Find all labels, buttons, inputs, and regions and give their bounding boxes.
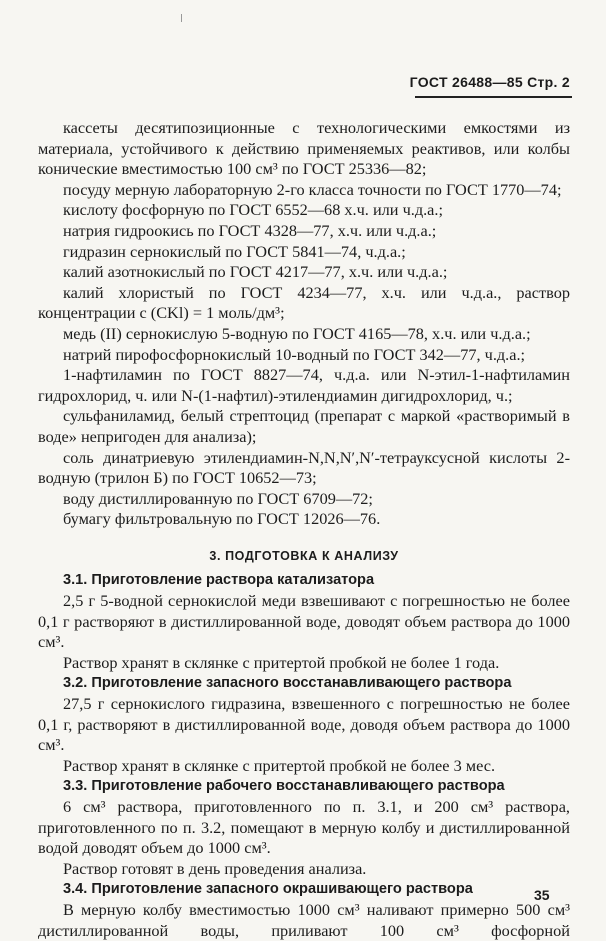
subsection-title: 3.2. Приготовление запасного восстанавливающего раствора	[63, 675, 512, 692]
paragraph: 2,5 г 5-водной сернокислой меди взвешивают с погрешностью не более 0,1 г растворяют в дистиллированной воде, доводят объем раствора до 1000 см³.	[38, 591, 570, 652]
list-item: медь (II) сернокислую 5-водную по ГОСТ 4165—78, х.ч. или ч.д.а.;	[63, 323, 531, 343]
list-item: сульфаниламид, белый стрептоцид (препарат с маркой «растворимый в воде» непригоден для анализа);	[38, 406, 570, 446]
paragraph: Раствор готовят в день проведения анализа.	[63, 858, 367, 878]
list-item: воду дистиллированную по ГОСТ 6709—72;	[63, 488, 373, 508]
list-item: бумагу фильтровальную по ГОСТ 12026—76.	[63, 509, 381, 529]
subsection-title: 3.4. Приготовление запасного окрашивающего раствора	[63, 881, 473, 898]
list-item: посуду мерную лабораторную 2-го класса точности по ГОСТ 1770—74;	[63, 179, 562, 199]
list-item: соль динатриевую этилендиамин-N,N,N′,N′-тетрауксусной кислоты 2-водную (трилон Б) по ГОСТ 10652—73;	[38, 447, 570, 488]
list-item: кислоту фосфорную по ГОСТ 6552—68 х.ч. или ч.д.а.;	[63, 200, 444, 220]
list-item: калий азотнокислый по ГОСТ 4217—77, х.ч. или ч.д.а.;	[63, 262, 448, 282]
paragraph: В мерную колбу вместимостью 1000 см³ наливают примерно 500 см³ дистиллированной воды, приливают 100 см³ фосфорной	[38, 899, 570, 940]
running-header: ГОСТ 26488—85 Стр. 2	[409, 74, 570, 90]
subsection-title: 3.1. Приготовление раствора катализатора	[63, 572, 375, 589]
subsection-title: 3.3. Приготовление рабочего восстанавливающего раствора	[63, 778, 505, 795]
list-item: натрий пирофосфорнокислый 10-водный по ГОСТ 342—77, ч.д.а.;	[63, 344, 526, 364]
header-rule	[415, 96, 572, 98]
scan-speck	[181, 14, 182, 22]
paragraph: Раствор хранят в склянке с притертой пробкой не более 3 мес.	[63, 755, 496, 775]
paragraph: 6 см³ раствора, приготовленного по п. 3.1, и 200 см³ раствора, приготовленного по п. 3.2, помещают в мерную колбу и дистиллированной водой доводят объем до 1000 см³.	[38, 797, 570, 858]
list-item: натрия гидроокись по ГОСТ 4328—77, х.ч. или ч.д.а.;	[63, 220, 437, 240]
paragraph: Раствор хранят в склянке с притертой пробкой не более 1 года.	[63, 652, 500, 672]
list-item: калий хлористый по ГОСТ 4234—77, х.ч. или ч.д.а., раствор концентрации с (CKl) = 1 моль/дм³;	[38, 282, 570, 323]
list-item: гидразин сернокислый по ГОСТ 5841—74, ч.д.а.;	[63, 241, 406, 261]
section-heading: 3. ПОДГОТОВКА К АНАЛИЗУ	[209, 548, 399, 563]
list-item: 1-нафтиламин по ГОСТ 8827—74, ч.д.а. или N-этил-1-нафтиламин гидрохлорид, ч. или N-(1-нафтил)-этилендиамин дигидрохлорид, ч.;	[38, 365, 570, 405]
list-item: кассеты десятипозиционные с технологическими емкостями из материала, устойчивого к действию применяемых реактивов, или колбы конические вместимостью 100 см³ по ГОСТ 25336—82;	[38, 118, 570, 179]
page-number: 35	[534, 887, 550, 903]
paragraph: 27,5 г сернокислого гидразина, взвешенного с погрешностью не более 0,1 г, растворяют в дистиллированной воде, доводя объем раствора до 1000 см³.	[38, 694, 570, 755]
page-body	[38, 118, 570, 941]
